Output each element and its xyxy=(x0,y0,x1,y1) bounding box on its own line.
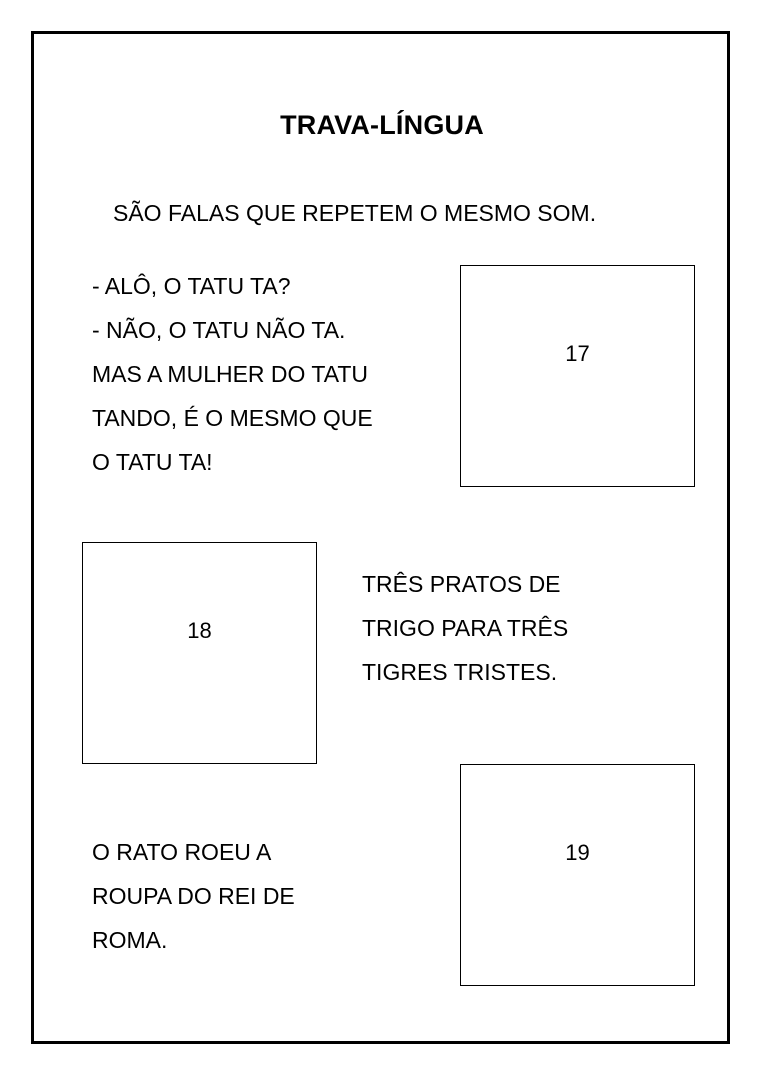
tongue-twister-line: MAS A MULHER DO TATU xyxy=(92,361,369,387)
page-subtitle: SÃO FALAS QUE REPETEM O MESMO SOM. xyxy=(113,200,597,226)
tongue-twister-line: - ALÔ, O TATU TA? xyxy=(92,273,291,299)
box-number: 18 xyxy=(187,618,212,643)
tongue-twister-line: O TATU TA! xyxy=(92,449,213,475)
image-placeholder-box-3 xyxy=(460,764,695,986)
tongue-twister-line: ROMA. xyxy=(92,927,168,953)
page-title: TRAVA-LÍNGUA xyxy=(280,110,484,140)
tongue-twister-line: ROUPA DO REI DE xyxy=(92,883,295,909)
box-number: 17 xyxy=(565,341,590,366)
tongue-twister-1 xyxy=(92,264,373,484)
tongue-twister-line: O RATO ROEU A xyxy=(92,839,272,865)
tongue-twister-line: TIGRES TRISTES. xyxy=(362,659,558,685)
box-number: 19 xyxy=(565,840,590,865)
tongue-twister-3 xyxy=(92,830,295,962)
image-placeholder-box-2 xyxy=(82,542,317,764)
tongue-twister-line: TRÊS PRATOS DE xyxy=(362,571,561,597)
image-placeholder-box-1 xyxy=(460,265,695,487)
tongue-twister-line: - NÃO, O TATU NÃO TA. xyxy=(92,317,346,343)
tongue-twister-2 xyxy=(362,562,568,694)
tongue-twister-line: TRIGO PARA TRÊS xyxy=(362,615,569,641)
tongue-twister-line: TANDO, É O MESMO QUE xyxy=(92,405,373,431)
